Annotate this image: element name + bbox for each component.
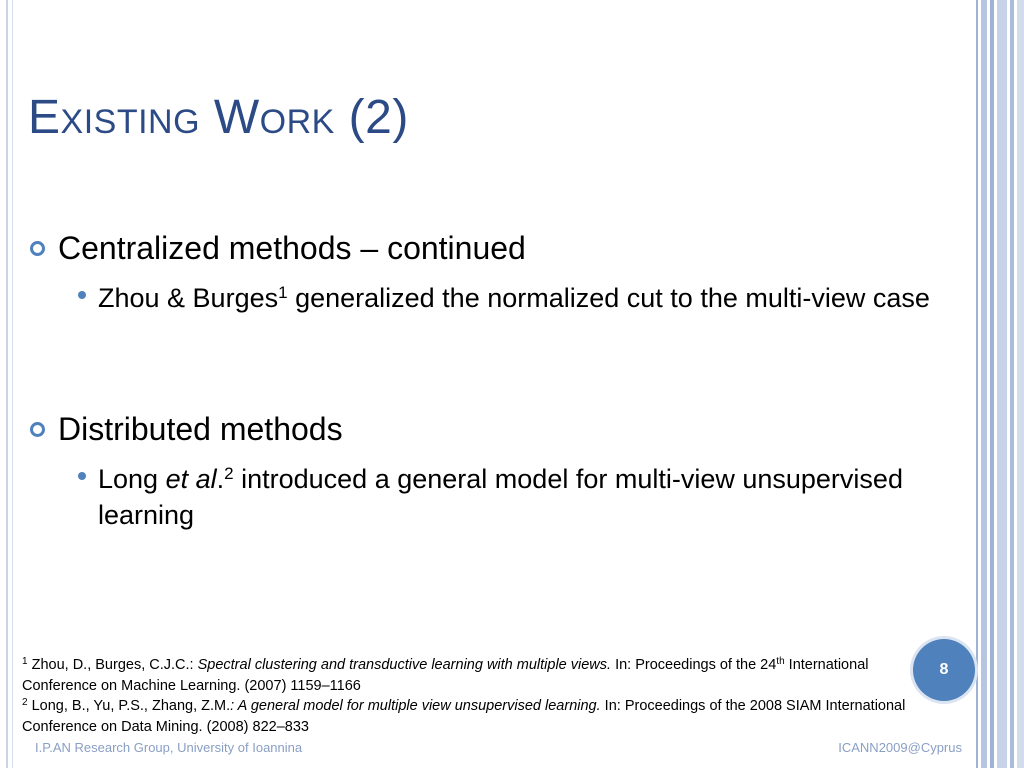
author-name: Long (98, 464, 166, 494)
bullet-text: Centralized methods – continued (58, 230, 526, 266)
right-stripe (990, 0, 994, 768)
author-name: Zhou & Burges (98, 283, 279, 313)
author-period: . (216, 464, 225, 494)
dot-bullet-icon (78, 472, 86, 480)
footnote-2 (22, 696, 927, 737)
ring-bullet-icon (30, 241, 45, 256)
sub-bullet-long-et-al (78, 461, 938, 533)
left-border-line-inner (12, 0, 13, 768)
footnotes (22, 655, 927, 737)
right-stripe (997, 0, 1007, 768)
reference-marker: 2 (224, 464, 234, 483)
footnote-ordinal: th (776, 656, 785, 667)
slide-title: Existing Work (2) (28, 91, 409, 144)
footnote-marker: 2 (22, 697, 28, 708)
bullet-centralized-methods (30, 232, 526, 264)
sub-bullet-text (98, 280, 938, 316)
ring-bullet-icon (30, 422, 45, 437)
author-et-al: et al (165, 464, 217, 494)
left-border-line (6, 0, 8, 768)
footer-right: ICANN2009@Cyprus (838, 740, 962, 755)
sub-bullet-text (98, 461, 938, 533)
footnote-venue: In: Proceedings of the 24 (611, 657, 777, 673)
footnote-title: : A general model for multiple view unsupervised learning. (230, 698, 601, 714)
footnote-1 (22, 655, 927, 696)
page-number-badge (913, 639, 975, 701)
footnote-authors: Long, B., Yu, P.S., Zhang, Z.M. (27, 698, 231, 714)
sub-bullet-body: introduced a general model for multi-view unsupervised learning (98, 464, 903, 530)
sub-bullet-body: generalized the normalized cut to the multi-view case (287, 283, 930, 313)
right-stripe (1017, 0, 1024, 768)
sub-bullet-zhou-burges (78, 280, 938, 316)
right-stripe (976, 0, 978, 768)
right-stripe (1010, 0, 1014, 768)
footer-left: I.P.AN Research Group, University of Ioannina (35, 740, 303, 755)
page-number: 8 (939, 661, 949, 678)
footnote-marker: 1 (22, 656, 28, 667)
footnote-authors: Zhou, D., Burges, C.J.C.: (27, 657, 198, 673)
dot-bullet-icon (78, 291, 86, 299)
bullet-distributed-methods (30, 413, 343, 445)
footnote-title: Spectral clustering and transductive learning with multiple views. (197, 657, 612, 673)
right-stripe (981, 0, 987, 768)
bullet-text: Distributed methods (58, 411, 343, 447)
footnote-venue-cont: International Conference on Machine Learning. (2007) 1159–1166 (22, 657, 869, 694)
footnote-venue: In: Proceedings of the 2008 SIAM International Conference on Data Mining. (2008) 822–833 (22, 698, 906, 735)
reference-marker: 1 (278, 283, 288, 302)
